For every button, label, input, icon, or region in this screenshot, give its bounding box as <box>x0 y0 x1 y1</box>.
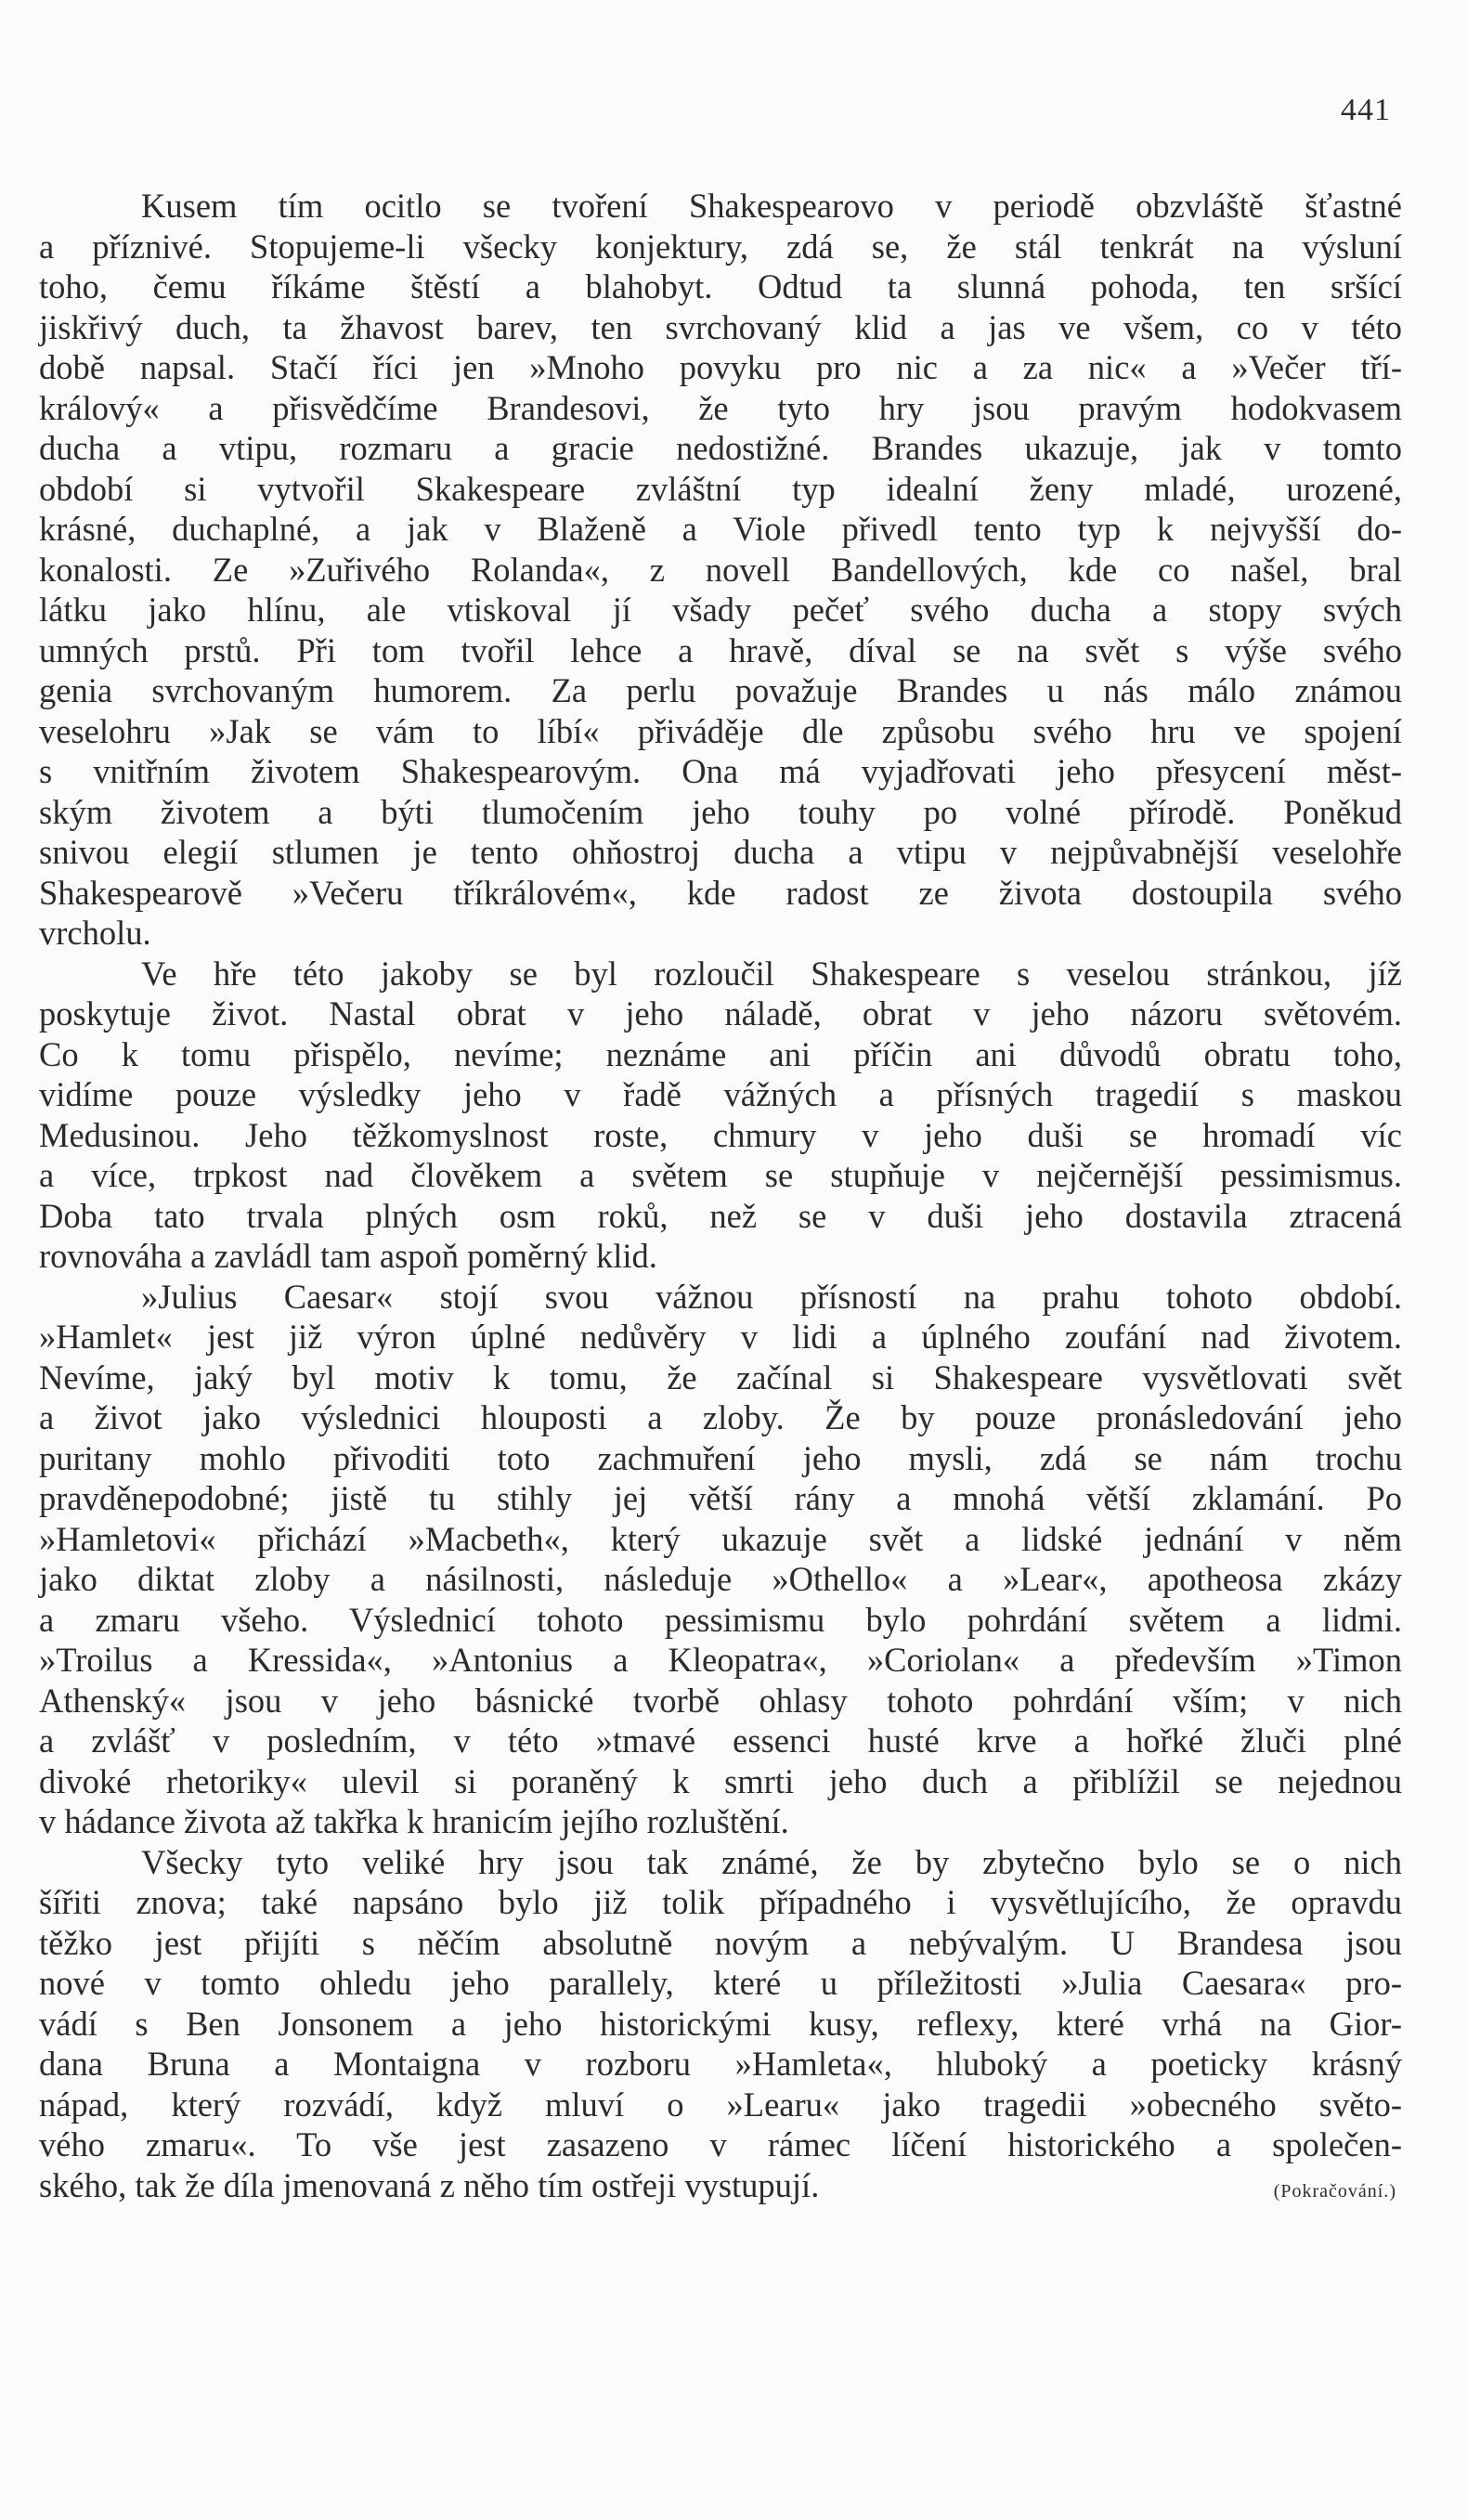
text-line: a příznivé. Stopujeme-li všecky konjektury, zdá se, že stál tenkrát na výsluní <box>39 227 1402 266</box>
text-line: a více, trpkost nad člověkem a světem se stupňuje v nejčernější pessimismus. <box>39 1156 1402 1194</box>
text-line <box>39 2165 1402 2206</box>
text-line: těžko jest přijíti s něčím absolutně novým a nebývalým. U Brandesa jsou <box>39 1923 1402 1962</box>
page-number: 441 <box>1341 93 1391 127</box>
text-line: králový« a přisvědčíme Brandesovi, že tyto hry jsou pravým hodokvasem <box>39 388 1402 427</box>
text-line: Medusinou. Jeho těžkomyslnost roste, chmury v jeho duši se hromadí víc <box>39 1115 1402 1154</box>
text-line: látku jako hlínu, ale vtiskoval jí všady pečeť svého ducha a stopy svých <box>39 591 1402 629</box>
text-line: Athenský« jsou v jeho básnické tvorbě ohlasy tohoto pohrdání vším; v nich <box>39 1681 1402 1720</box>
text-line: konalosti. Ze »Zuřivého Rolanda«, z novell Bandellových, kde co našel, bral <box>39 550 1402 589</box>
text-line: snivou elegií stlumen je tento ohňostroj ducha a vtipu v nejpůvabnější veselohře <box>39 833 1402 871</box>
paragraph-1 <box>39 186 1402 954</box>
text-line: a zmaru všeho. Výslednicí tohoto pessimismu bylo pohrdání světem a lidmi. <box>39 1600 1402 1639</box>
text-line: v hádance života až takřka k hranicím jejího rozluštění. <box>39 1802 789 1840</box>
text-line: genia svrchovaným humorem. Za perlu považuje Brandes u nás málo známou <box>39 671 1402 709</box>
text-line: divoké rhetoriky« ulevil si poraněný k smrti jeho duch a přiblížil se nejednou <box>39 1761 1402 1800</box>
text-line: jiskřivý duch, ta žhavost barev, ten svrchovaný klid a jas ve všem, co v této <box>39 307 1402 346</box>
text-line: Ve hře této jakoby se byl rozloučil Shakespeare s veselou stránkou, jíž <box>141 954 1402 993</box>
text-line: veselohru »Jak se vám to líbí« přiváděje dle způsobu svého hru ve spojení <box>39 711 1402 750</box>
text-line: pravděnepodobné; jistě tu stihly jej větší rány a mnohá větší zklamání. Po <box>39 1479 1402 1517</box>
text-line: Shakespearově »Večeru tříkrálovém«, kde radost ze života dostoupila svého <box>39 873 1402 912</box>
text-line: jako diktat zloby a násilnosti, následuje »Othello« a »Lear«, apotheosa zkázy <box>39 1560 1402 1598</box>
text-line: puritany mohlo přivoditi toto zachmuření jeho mysli, zdá se nám trochu <box>39 1438 1402 1477</box>
text-line: období si vytvořil Skakespeare zvláštní typ idealní ženy mladé, urozené, <box>39 469 1402 508</box>
text-line: a zvlášť v posledním, v této »tmavé essenci husté krve a hořké žluči plné <box>39 1721 1402 1760</box>
text-line: s vnitřním životem Shakespearovým. Ona má vyjadřovati jeho přesycení měst- <box>39 752 1402 790</box>
last-line-text: ského, tak že díla jmenovaná z něho tím ostřeji vystupují. <box>39 2165 820 2204</box>
text-line: krásné, duchaplné, a jak v Blaženě a Viole přivedl tento typ k nejvyšší do- <box>39 510 1402 548</box>
text-line: době napsal. Stačí říci jen »Mnoho povyku pro nic a za nic« a »Večer tří- <box>39 348 1402 386</box>
text-line: vého zmaru«. To vše jest zasazeno v rámec líčení historického a společen- <box>39 2125 1402 2163</box>
text-line: Co k tomu přispělo, nevíme; neznáme ani příčin ani důvodů obratu toho, <box>39 1034 1402 1073</box>
text-line: vrcholu. <box>39 914 151 952</box>
text-line: »Julius Caesar« stojí svou vážnou přísností na prahu tohoto období. <box>141 1277 1402 1316</box>
body-text <box>39 186 1402 2205</box>
text-line: a život jako výslednici hlouposti a zloby. Že by pouze pronásledování jeho <box>39 1398 1402 1436</box>
text-line: poskytuje život. Nastal obrat v jeho náladě, obrat v jeho názoru světovém. <box>39 994 1402 1033</box>
text-line: vádí s Ben Jonsonem a jeho historickými kusy, reflexy, které vrhá na Gior- <box>39 2004 1402 2043</box>
text-line: »Hamlet« jest již výron úplné nedůvěry v lidi a úplného zoufání nad životem. <box>39 1318 1402 1356</box>
text-line: Kusem tím ocitlo se tvoření Shakespearovo v periodě obzvláště šťastné <box>141 187 1402 225</box>
text-line: nápad, který rozvádí, když mluví o »Learu« jako tragedii »obecného světo- <box>39 2085 1402 2124</box>
paragraph-3 <box>39 1277 1402 1842</box>
text-line: nové v tomto ohledu jeho parallely, které u příležitosti »Julia Caesara« pro- <box>39 1964 1402 2002</box>
text-line: Nevíme, jaký byl motiv k tomu, že začínal si Shakespeare vysvětlovati svět <box>39 1357 1402 1396</box>
continuation-note: (Pokračování.) <box>1273 2180 1396 2202</box>
text-line: rovnováha a zavládl tam aspoň poměrný klid. <box>39 1237 657 1275</box>
text-line: Všecky tyto veliké hry jsou tak známé, že by zbytečno bylo se o nich <box>141 1842 1402 1881</box>
text-line: vidíme pouze výsledky jeho v řadě vážných a přísných tragedií s maskou <box>39 1075 1402 1113</box>
paragraph-4 <box>39 1842 1402 2206</box>
text-line: ducha a vtipu, rozmaru a gracie nedostižné. Brandes ukazuje, jak v tomto <box>39 429 1402 467</box>
text-line: »Hamletovi« přichází »Macbeth«, který ukazuje svět a lidské jednání v něm <box>39 1519 1402 1558</box>
paragraph-2 <box>39 954 1402 1277</box>
text-line: toho, čemu říkáme štěstí a blahobyt. Odtud ta slunná pohoda, ten sršící <box>39 267 1402 305</box>
text-line: šířiti znova; také napsáno bylo již tolik případného i vysvětlujícího, že opravdu <box>39 1883 1402 1921</box>
text-line: Doba tato trvala plných osm roků, než se v duši jeho dostavila ztracená <box>39 1196 1402 1235</box>
text-line: »Troilus a Kressida«, »Antonius a Kleopatra«, »Coriolan« a především »Timon <box>39 1641 1402 1679</box>
text-line: ským životem a býti tlumočením jeho touhy po volné přírodě. Poněkud <box>39 792 1402 831</box>
text-line: dana Bruna a Montaigna v rozboru »Hamleta«, hluboký a poeticky krásný <box>39 2045 1402 2083</box>
text-line: umných prstů. Při tom tvořil lehce a hravě, díval se na svět s výše svého <box>39 630 1402 669</box>
